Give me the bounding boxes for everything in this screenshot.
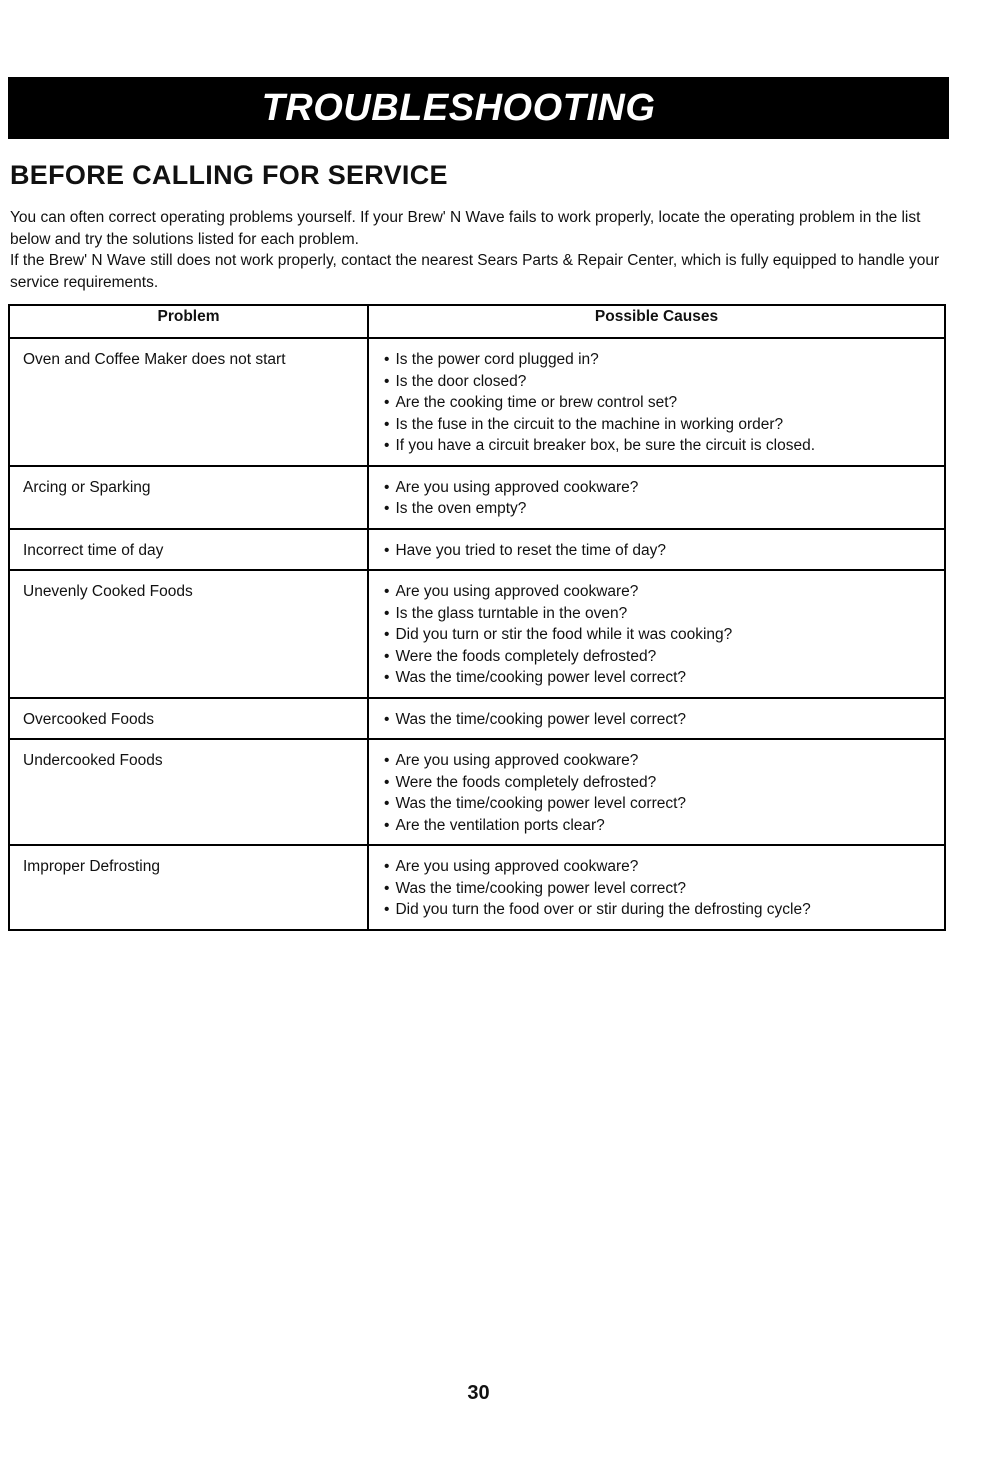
causes-list [384,856,932,921]
causes-cell [368,698,945,740]
cause-item: • Was the time/cooking power level correct? [384,709,932,731]
cause-item: • Did you turn the food over or stir during the defrosting cycle? [384,899,932,921]
causes-cell [368,466,945,529]
cause-item: • Are you using approved cookware? [384,581,932,603]
cause-item: • Is the door closed? [384,371,932,393]
intro-paragraph: You can often correct operating problems yourself. If your Brew' N Wave fails to work properly, locate the operating problem in the list below and try the solutions listed for each problem. [10,209,921,248]
table-row [9,338,945,466]
cause-item: • Are the cooking time or brew control set? [384,392,932,414]
causes-cell [368,570,945,698]
causes-cell [368,845,945,930]
causes-list [384,540,932,562]
problem-cell: Arcing or Sparking [9,466,368,529]
problem-cell: Oven and Coffee Maker does not start [9,338,368,466]
problem-cell: Incorrect time of day [9,529,368,571]
cause-item: • Was the time/cooking power level correct? [384,793,932,815]
cause-item: • Are you using approved cookware? [384,856,932,878]
cause-item: • Is the fuse in the circuit to the machine in working order? [384,414,932,436]
causes-list [384,709,932,731]
cause-item: • Was the time/cooking power level correct? [384,667,932,689]
cause-item: • Is the glass turntable in the oven? [384,603,932,625]
cause-item: • Have you tried to reset the time of day? [384,540,932,562]
cause-item: • If you have a circuit breaker box, be sure the circuit is closed. [384,435,932,457]
cause-item: • Were the foods completely defrosted? [384,646,932,668]
page-title: TROUBLESHOOTING [261,86,656,129]
causes-list [384,581,932,689]
cause-item: • Is the power cord plugged in? [384,349,932,371]
causes-list [384,477,932,520]
table-header-row [9,305,945,338]
cause-item: • Are the ventilation ports clear? [384,815,932,837]
cause-item: • Are you using approved cookware? [384,750,932,772]
intro-paragraph: If the Brew' N Wave still does not work properly, contact the nearest Sears Parts & Repair Center, which is fully equipped to handle your service requirements. [10,252,940,291]
intro-text [10,207,950,293]
causes-column-header: Possible Causes [368,305,945,338]
cause-item: • Are you using approved cookware? [384,477,932,499]
table-row [9,845,945,930]
table-row [9,698,945,740]
cause-item: • Did you turn or stir the food while it was cooking? [384,624,932,646]
problem-cell: Unevenly Cooked Foods [9,570,368,698]
causes-list [384,349,932,457]
table-body [9,338,945,930]
table-row [9,739,945,845]
title-banner [8,77,949,139]
problem-cell: Overcooked Foods [9,698,368,740]
causes-list [384,750,932,836]
cause-item: • Was the time/cooking power level correct? [384,878,932,900]
troubleshooting-table [8,304,946,931]
table-row [9,570,945,698]
problem-column-header: Problem [9,305,368,338]
section-title: BEFORE CALLING FOR SERVICE [10,160,448,190]
page-number: 30 [467,1382,490,1404]
table-row [9,529,945,571]
cause-item: • Were the foods completely defrosted? [384,772,932,794]
causes-cell [368,739,945,845]
table-row [9,466,945,529]
causes-cell [368,529,945,571]
cause-item: • Is the oven empty? [384,498,932,520]
problem-cell: Undercooked Foods [9,739,368,845]
causes-cell [368,338,945,466]
problem-cell: Improper Defrosting [9,845,368,930]
